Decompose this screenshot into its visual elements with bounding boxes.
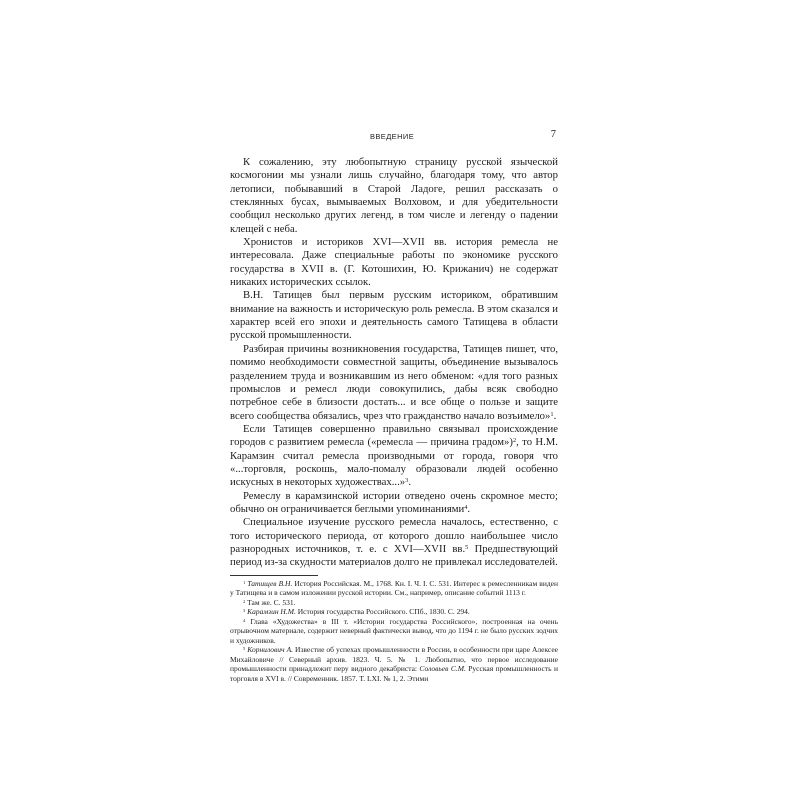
footnote-number: 2: [243, 598, 246, 604]
footnote: $^2$ Там же. С. 531.: [243, 597, 296, 607]
footnote: $^1$ Татищев В.Н. История Российская. М., 1768. Кн. I. Ч. I. С. 531. Интерес к ремесленникам виден у Татищева и в самом изложении русской истории. См., например, описание событий 1113 г.: [230, 578, 558, 598]
paragraph: Хронистов и историков XVI—XVII вв. история ремесла не интересовала. Даже специальные работы по экономике русского государства в XVII в. (Г. Котошихин, Ю. Крижанич) не содержат никаких исторических ссылок.: [230, 236, 558, 289]
footnote-number: 3: [243, 608, 246, 614]
footnote: $^4$ Глава «Художества» в III т. «Истории государства Российского», построенная на очень отрывочном материале, содержит неверный фактически вывод, что до 1194 г. не было русских зодчих и художников.: [230, 616, 558, 645]
paragraph: Ремеслу в карамзинской истории отведено очень скромное место; обычно он ограничивается беглыми упоминаниями$^4$.: [230, 489, 558, 515]
footnote: $^3$ Карамзин Н.М. История государства Российского. СПб., 1830. С. 294.: [243, 607, 470, 617]
footnote-number: 5: [243, 646, 246, 652]
footnotes: [230, 579, 558, 684]
chapter-title: ВВЕДЕНИЕ: [370, 132, 415, 141]
footnote-ref: 1: [550, 410, 554, 418]
paragraph: В.Н. Татищев был первым русским историком, обратившим внимание на важность и историческую роль ремесла. В этом сказался и характер всей его эпохи и деятельность самого Татищева в области русской промышленности.: [230, 289, 558, 342]
page-number: 7: [550, 129, 556, 140]
main-text: [230, 156, 558, 570]
footnote-ref: 4: [464, 504, 468, 512]
footnote-separator: [230, 575, 318, 576]
paragraph: К сожалению, эту любопытную страницу русской языческой космогонии мы узнали лишь случайно, благодаря тому, что автор летописи, побывавший в Старой Ладоге, решил рассказать о стеклянных бусах, вымываемых Волховом, и для убедительности сообщил несколько других легенд, в том числе и легенду о падении клещей с неба.: [230, 156, 558, 235]
footnote-ref: 3: [405, 477, 409, 485]
paragraph: Если Татищев совершенно правильно связывал происхождение городов с развитием ремесла («ремесла — причина градом»)$^2$, то Н.М. Карамзин считал ремесла производными от города, говоря что «...торговля, роскошь, мало-помалу образовали людей особенно искусных в некоторых художествах...»$^3$.: [230, 422, 558, 489]
footnote-number: 1: [243, 579, 246, 585]
footnote: $^5$ Корнилович А. Известие об успехах промышленности в России, в особенности при царе Алексее Михайловиче // Северный архив. 1823. Ч. 5. № 1. Любопытно, что первое исследование промышленности принадлежит перу видного декабриста: Соловьев С.М. Русская промышленность и торговля в XVI в. // Современник. 1857. Т. LXI. № 1, 2. Этими: [230, 645, 558, 683]
running-header: [230, 128, 558, 144]
paragraph: Разбирая причины возникновения государства, Татищев пишет, что, помимо необходимости совместной защиты, объединение вызывалось разделением труда и возникавшим из него обменом: «для того разных промыслов и ремесл люди совокупились, дабы всяк свободно потребное себе в близости достать... и все обще о пользе и защите всего сообщества обязались, чрез что гражданство начало возъимело»$^1$.: [230, 342, 558, 422]
footnote-number: 4: [243, 617, 246, 623]
footnote-ref: 2: [512, 437, 517, 445]
book-page: [230, 128, 558, 683]
footnote-ref: 5: [465, 544, 469, 552]
paragraph: Специальное изучение русского ремесла началось, естественно, с того исторического периода, от которого дошло наибольшее число разнородных источников, т. е. с XVI—XVII вв.$^5$ Предшествующий период из-за скудности материалов долго не привлекал исследователей.: [230, 516, 558, 569]
